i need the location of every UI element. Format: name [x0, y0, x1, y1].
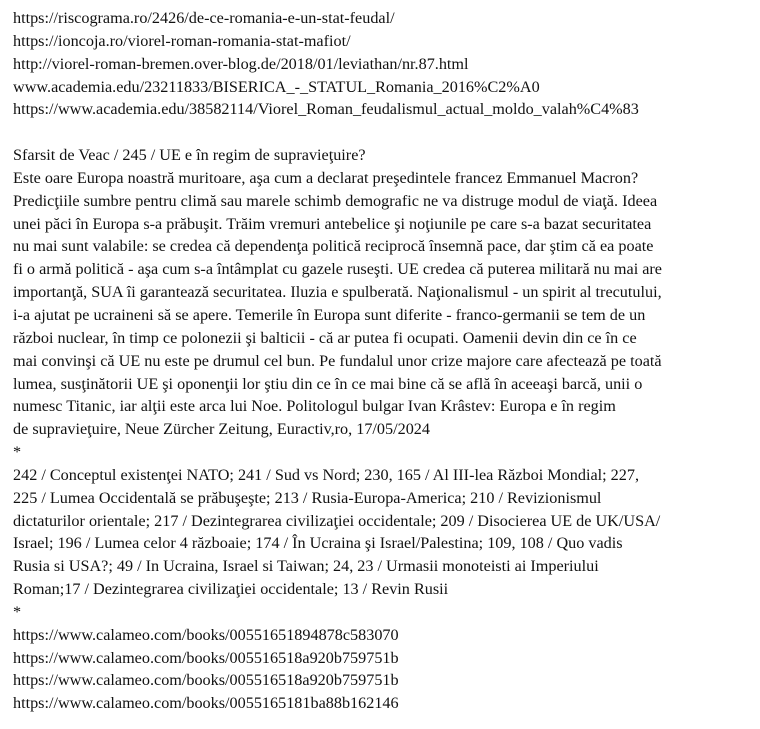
article-text-line: Predicţiile sumbre pentru climă sau marele schimb demografic ne va distruge modul de viaţă. Ideea — [13, 191, 658, 210]
bottom-links-block — [13, 624, 760, 715]
article-text-line: unei păci în Europa s-a prăbuşit. Trăim vremuri antebelice şi noţiunile pe care s-a bazat securitatea — [13, 214, 652, 233]
index-line: 242 / Conceptul existenţei NATO; 241 / Sud vs Nord; 230, 165 / Al III-lea Război Mondial; 227, — [13, 465, 639, 484]
article-text-line: importanţă, SUA îi garantează securitatea. Iluzia e spulberată. Naţionalismul - un spirit al trecutului, — [13, 283, 662, 302]
article-source-line: de supravieţuire, Neue Zürcher Zeitung, Euractiv,ro, 17/05/2024 — [13, 420, 430, 439]
index-line: 225 / Lumea Occidentală se prăbuşeşte; 213 / Rusia-Europa-America; 210 / Revizionismul — [13, 488, 602, 507]
link-line[interactable]: www.academia.edu/23211833/BISERICA_-_STATUL_Romania_2016%C2%A0 — [13, 77, 540, 96]
link-line[interactable]: http://viorel-roman-bremen.over-blog.de/2018/01/leviathan/nr.87.html — [13, 54, 469, 73]
index-block — [13, 464, 760, 601]
article-text-line: nu mai sunt valabile: se credea că dependenţa politică reciprocă însemnă pace, dar ştim că ea poate — [13, 237, 654, 256]
index-line: dictaturilor orientale; 217 / Dezintegrarea civilizaţiei occidentale; 209 / Disocierea UE de UK/USA/ — [13, 511, 661, 530]
article-block — [13, 144, 760, 441]
index-line: Israel; 196 / Lumea celor 4 războaie; 174 / În Ucraina şi Israel/Palestina; 109, 108 / Quo vadis — [13, 534, 623, 553]
link-line[interactable]: https://www.calameo.com/books/005516518a920b759751b — [13, 671, 399, 690]
blank-spacer — [13, 121, 760, 144]
index-line: Roman;17 / Dezintegrarea civilizaţiei occidentale; 13 / Revin Rusii — [13, 580, 449, 599]
article-title-line: Sfarsit de Veac / 245 / UE e în regim de supravieţuire? — [13, 146, 366, 165]
article-text-line: numesc Titanic, iar alţii este arca lui Noe. Politologul bulgar Ivan Krâstev: Europa e în regim — [13, 397, 616, 416]
index-line: Rusia si USA?; 49 / In Ucraina, Israel si Taiwan; 24, 23 / Urmasii monoteisti ai Imperiului — [13, 557, 599, 576]
separator-asterisk: * — [13, 602, 22, 621]
separator-asterisk: * — [13, 443, 22, 462]
top-links-block — [13, 7, 760, 121]
link-line[interactable]: https://www.calameo.com/books/00551651894878c583070 — [13, 625, 399, 644]
article-text-line: lumea, susţinătorii UE şi oponenţii lor ştiu din ce în ce mai bine că se află în aceeaşi barcă, unii o — [13, 374, 643, 393]
article-text-line: mai convinşi că UE nu este pe drumul cel bun. Pe fundalul unor crize majore care afectează pe toată — [13, 351, 662, 370]
article-text-line: Este oare Europa noastră muritoare, aşa cum a declarat preşedintele francez Emmanuel Macron? — [13, 168, 639, 187]
link-line[interactable]: https://www.academia.edu/38582114/Viorel_Roman_feudalismul_actual_moldo_valah%C4%83 — [13, 100, 639, 119]
article-text-line: fi o armă politică - aşa cum s-a întâmplat cu gazele ruseşti. UE credea că puterea militară nu mai are — [13, 260, 662, 279]
link-line[interactable]: https://www.calameo.com/books/005516518a920b759751b — [13, 648, 399, 667]
link-line[interactable]: https://riscograma.ro/2426/de-ce-romania-e-un-stat-feudal/ — [13, 9, 395, 27]
link-line[interactable]: https://www.calameo.com/books/0055165181ba88b162146 — [13, 694, 399, 713]
article-text-line: război nuclear, în timp ce polonezii şi balticii - că ar putea fi ocupati. Oamenii devin din ce în ce — [13, 328, 637, 347]
article-text-line: i-a ajutat pe ucraineni să se apere. Temerile în Europa sunt diferite - franco-germanii se tem de un — [13, 305, 646, 324]
link-line[interactable]: https://ioncoja.ro/viorel-roman-romania-stat-mafiot/ — [13, 31, 351, 50]
